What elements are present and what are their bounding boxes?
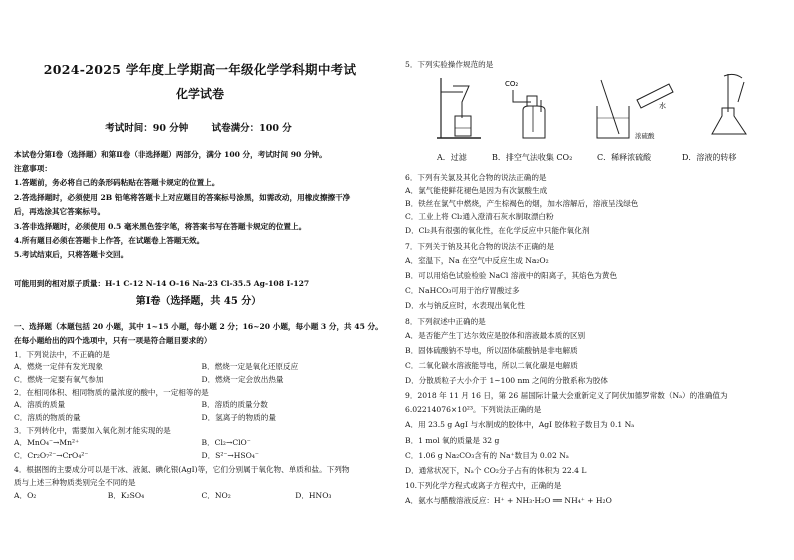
- option-line[interactable]: D．通常状况下，Nₐ个 CO₂分子占有的体积为 22.4 L: [405, 466, 587, 475]
- q5-diagrams: [429, 72, 779, 142]
- q5-option-d[interactable]: D．溶液的转移: [682, 153, 737, 162]
- q1-option-d[interactable]: D．燃烧一定会放出热量: [201, 375, 284, 384]
- q4-option-c[interactable]: C．NO₂: [201, 491, 231, 500]
- question-line: 10.下列化学方程式或离子方程式中，正确的是: [405, 481, 562, 490]
- option-line[interactable]: C．NaHCO₃可用于治疗胃酸过多: [405, 286, 520, 295]
- option-line[interactable]: C．1.06 g Na₂CO₃含有的 Na⁺数目为 0.02 Nₐ: [405, 451, 569, 460]
- exam-meta: [0, 120, 397, 134]
- q1-stem: 1．下列说法中，不正确的是: [14, 350, 110, 359]
- q3-option-d[interactable]: D．S²⁻→HSO₄⁻: [201, 451, 259, 460]
- intro-line: 3.答非选择题时，必须使用 0.5 毫米黑色签字笔，将答案书写在答题卡规定的位置上。: [14, 222, 307, 231]
- acid-label: 浓硫酸: [635, 132, 655, 140]
- option-line[interactable]: D．水与钠反应时，水表现出氧化性: [405, 301, 525, 310]
- q2-options: [14, 413, 389, 423]
- q1-options: [14, 362, 389, 372]
- q4-options: [14, 491, 389, 501]
- right-column: [397, 0, 794, 560]
- q1-options: [14, 375, 389, 385]
- transfer-diagram: [704, 72, 764, 142]
- question-line: 9．2018 年 11 月 16 日，第 26 届国际计量大会重新定义了阿伏加德罗常数（Nₐ）的准确值为: [405, 391, 728, 400]
- q3-options: [14, 438, 389, 448]
- option-line[interactable]: A．用 23.5 g AgI 与水制成的胶体中，AgI 胶体粒子数目为 0.1 Nₐ: [405, 420, 635, 429]
- gas-collection-diagram: [501, 72, 571, 142]
- option-line[interactable]: A．氨水与醋酸溶液反应：H⁺ + NH₃·H₂O ══ NH₄⁺ + H₂O: [405, 496, 612, 505]
- q2-option-b[interactable]: B．溶质的质量分数: [201, 400, 268, 409]
- q1-option-a[interactable]: A．燃烧一定伴有发光现象: [14, 362, 104, 371]
- q4-option-b[interactable]: B．K₂SO₄: [107, 491, 145, 500]
- option-line[interactable]: A．是否能产生丁达尔效应是胶体和溶液最本质的区别: [405, 331, 586, 340]
- q3-stem: 3．下列转化中，需要加入氧化剂才能实现的是: [14, 426, 171, 435]
- intro-line: 4.所有题目必须在答题卡上作答，在试题卷上答题无效。: [14, 236, 205, 245]
- exam-time: 考试时间：90 分钟: [105, 123, 189, 134]
- q5-stem: 5．下列实验操作规范的是: [405, 60, 494, 69]
- option-line[interactable]: B．铁丝在氯气中燃烧，产生棕褐色的烟，加水溶解后，溶液呈浅绿色: [405, 199, 639, 208]
- q2-option-a[interactable]: A．溶质的质量: [14, 400, 66, 409]
- option-line[interactable]: D．Cl₂具有很强的氧化性，在化学反应中只能作氧化剂: [405, 226, 590, 235]
- option-line[interactable]: B．固体硫酸钠不导电，所以固体硫酸钠是非电解质: [405, 346, 578, 355]
- option-line[interactable]: A．室温下，Na 在空气中反应生成 Na₂O₂: [405, 256, 549, 265]
- intro-line: 注意事项：: [14, 164, 52, 173]
- intro-line: 1.答题前，务必将自己的条形码粘贴在答题卡规定的位置上。: [14, 178, 220, 187]
- q2-option-d[interactable]: D．氢离子的物质的量: [201, 413, 276, 422]
- question-line: 6．下列有关氯及其化合物的说法正确的是: [405, 173, 547, 182]
- q2-options: [14, 400, 389, 410]
- q3-options: [14, 451, 389, 461]
- question-line: 8．下列叙述中正确的是: [405, 317, 486, 326]
- q4-option-a[interactable]: A．O₂: [14, 491, 37, 500]
- question-line: 7．下列关于钠及其化合物的说法不正确的是: [405, 242, 555, 251]
- intro-line: 后，再选涂其它答案标号。: [14, 207, 106, 216]
- q1-option-c[interactable]: C．燃烧一定要有氧气参加: [14, 375, 104, 384]
- q4-option-d[interactable]: D．HNO₃: [295, 491, 332, 500]
- q4-stem: 质与上述三种物质类别完全不同的是: [14, 478, 136, 487]
- option-line[interactable]: A．氯气能使鲜花褪色是因为有次氯酸生成: [405, 186, 548, 195]
- q3-option-b[interactable]: B．Cl₂→ClO⁻: [201, 438, 251, 447]
- section1-line: 一、选择题（本题包括 20 小题，其中 1~15 小题，每小题 2 分；16~20 小题，每小题 3 分，共 45 分。: [14, 322, 383, 331]
- water-label: 水: [659, 102, 666, 110]
- part1-title: 第Ⅰ卷（选择题，共 45 分）: [135, 296, 262, 307]
- exam-score: 试卷满分：100 分: [211, 123, 292, 134]
- atomic-masses: 可能用到的相对原子质量：H-1 C-12 N-14 O-16 Na-23 Cl-35.5 Ag-108 I-127: [14, 279, 310, 288]
- question-line: 6.02214076×10²³。下列说法正确的是: [405, 405, 542, 414]
- q5-option-c[interactable]: C．稀释浓硫酸: [597, 153, 652, 162]
- option-line[interactable]: B．可以用焰色试验检验 NaCl 溶液中的阳离子，其焰色为黄色: [405, 271, 618, 280]
- q5-option-a[interactable]: A．过滤: [437, 153, 467, 162]
- intro-line: 本试卷分第Ⅰ卷（选择题）和第Ⅱ卷（非选择题）两部分，满分 100 分，考试时间 90 分钟。: [14, 150, 327, 159]
- option-line[interactable]: D．分散质粒子大小介于 1~100 nm 之间的分散系称为胶体: [405, 376, 608, 385]
- section1-line: 在每小题给出的四个选项中，只有一项是符合题目要求的）: [14, 336, 212, 345]
- option-line[interactable]: B．1 mol 氧的质量是 32 g: [405, 436, 500, 445]
- q2-stem: 2．在相同体积、相同物质的量浓度的酸中，一定相等的是: [14, 388, 209, 397]
- q2-option-c[interactable]: C．溶质的物质的量: [14, 413, 81, 422]
- exam-subtitle: 化学试卷: [175, 87, 224, 101]
- intro-line: 2.答选择题时，必须使用 2B 铅笔将答题卡上对应题目的答案标号涂黑，如需改动，用橡皮擦擦干净: [14, 193, 351, 202]
- intro-line: 5.考试结束后，只将答题卡交回。: [14, 250, 129, 259]
- option-line[interactable]: C．工业上将 Cl₂通入澄清石灰水制取漂白粉: [405, 212, 554, 221]
- exam-title: 2024-2025 学年度上学期高一年级化学学科期中考试: [43, 62, 357, 77]
- filtration-diagram: [429, 72, 489, 142]
- q3-option-c[interactable]: C．Cr₂O₇²⁻→CrO₄²⁻: [14, 451, 89, 460]
- option-line[interactable]: C．二氧化碳水溶液能导电，所以二氧化碳是电解质: [405, 361, 578, 370]
- q5-option-b[interactable]: B．排空气法收集 CO₂: [492, 153, 573, 162]
- q3-option-a[interactable]: A．MnO₄⁻→Mn²⁺: [14, 438, 80, 447]
- q4-stem: 4．根据图的主要成分可以是干冰、液氮、碘化银(AgI)等，它们分别属于氧化物、单质和盐。下列物: [14, 465, 350, 474]
- co2-label: CO₂: [505, 80, 519, 88]
- q1-option-b[interactable]: B．燃烧一定是氧化还原反应: [201, 362, 299, 371]
- dilution-diagram: [589, 72, 679, 142]
